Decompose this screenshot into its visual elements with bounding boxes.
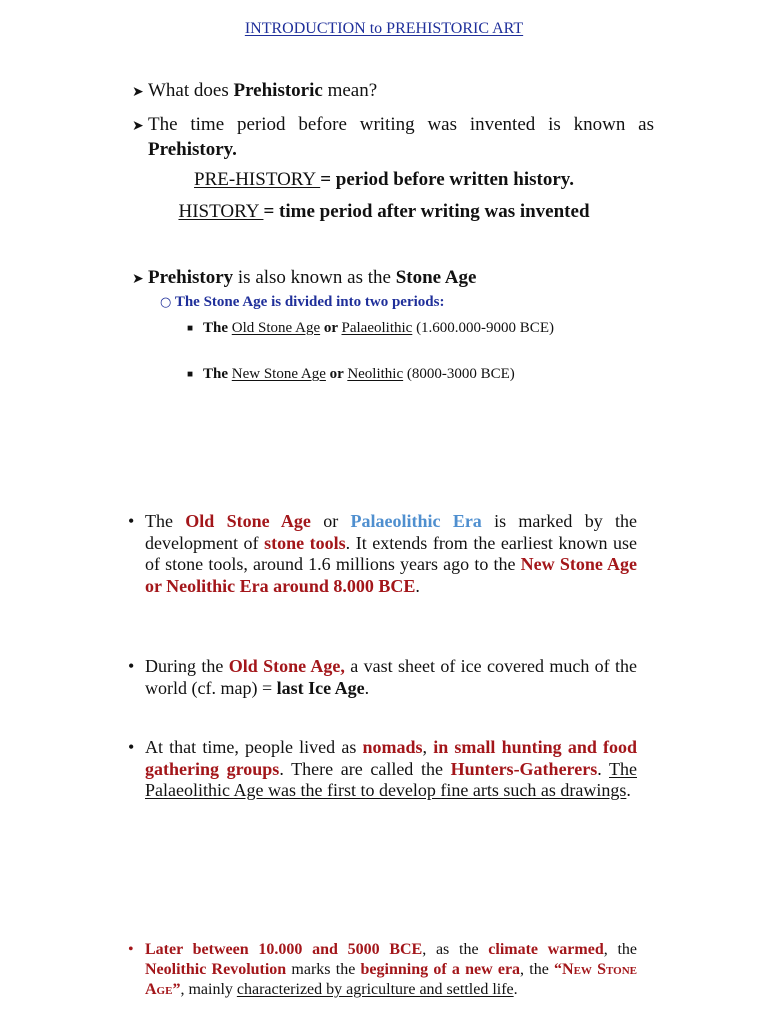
bullet-dot-icon: • <box>128 737 135 757</box>
item1-dates: (1.600.000-9000 BCE) <box>412 320 554 336</box>
p4-text-e: , mainly <box>180 981 237 998</box>
arrow-bullet-icon: ➤ <box>132 271 144 287</box>
arrow-bullet-icon: ➤ <box>132 118 144 134</box>
item1-alt: Palaeolithic <box>341 320 413 336</box>
paragraph-palaeolithic <box>128 511 638 597</box>
bullet-dot-icon: • <box>128 656 135 676</box>
p3-fine-arts: The Palaeolithic Age was the first to develop fine arts such as drawings <box>145 758 637 800</box>
p4-text-c: marks the <box>286 961 361 978</box>
p2-text-a: During the <box>145 656 229 676</box>
bullet-dot-icon: • <box>128 941 134 958</box>
question-prehistoric <box>132 79 642 104</box>
p3-text-a: At that time, people lived as <box>145 737 363 757</box>
q1-text: What does <box>148 80 234 101</box>
item1-name: Old Stone Age <box>231 320 321 336</box>
p2-last-ice-age: last Ice Age <box>276 677 365 698</box>
def2-meaning: = time period after writing was invented <box>263 201 590 222</box>
p3-hunters-gatherers: Hunters-Gatherers <box>450 758 598 779</box>
p3-text-c: . There are called the <box>279 758 451 779</box>
paragraph-ice-age <box>128 656 638 699</box>
period-new-stone-age <box>187 364 637 385</box>
p1-text-e: . <box>415 575 420 596</box>
p1-text-b: or <box>310 511 351 531</box>
statement-stone-age <box>132 266 642 291</box>
page-title: INTRODUCTION to PREHISTORIC ART <box>244 20 524 37</box>
q3-term-2: Stone Age <box>395 267 477 288</box>
p4-text-a: , as the <box>422 941 489 958</box>
square-bullet-icon: ■ <box>187 369 194 380</box>
p3-nomads: nomads <box>362 737 423 757</box>
p4-dates: Later between 10.000 and 5000 BCE <box>145 941 423 958</box>
arrow-bullet-icon: ➤ <box>132 84 144 100</box>
p4-climate: climate warmed <box>488 941 604 958</box>
p2-text-c: . <box>364 677 370 698</box>
p1-old-stone-age: Old Stone Age <box>185 511 311 531</box>
def1-term: PRE-HISTORY <box>194 169 321 190</box>
circle-bullet-icon: ○ <box>160 295 172 310</box>
p4-agriculture: characterized by agriculture and settled life <box>236 981 514 998</box>
p4-text-b: , the <box>603 941 638 958</box>
paragraph-nomads <box>128 737 638 802</box>
bullet-dot-icon: • <box>128 511 135 531</box>
p3-text-d: . <box>597 758 610 779</box>
item2-alt: Neolithic <box>347 366 404 382</box>
p4-new-stone-age: “New Stone Age” <box>145 961 638 998</box>
q1-term: Prehistoric <box>233 80 323 101</box>
item2-the: The <box>203 366 232 382</box>
def2-term: HISTORY <box>178 201 264 222</box>
q3-text: is also known as the <box>233 267 396 288</box>
q1-text-end: mean? <box>322 80 378 101</box>
sub1-text: The Stone Age is divided into two periods: <box>174 294 445 310</box>
item1-or: or <box>320 320 342 336</box>
q3-term: Prehistory <box>148 267 234 288</box>
p4-text-f: . <box>513 981 518 998</box>
p1-text-c: is marked by the development of <box>145 511 637 553</box>
p1-text-d: . It extends from the earliest known use of stone tools, around 1.6 millions years ago to the <box>145 532 638 574</box>
p3-text-b: , <box>422 737 434 757</box>
item2-dates: (8000-3000 BCE) <box>403 366 515 382</box>
p4-new-era: beginning of a new era <box>360 961 521 978</box>
p2-old-stone-age: Old Stone Age, <box>228 656 345 676</box>
definition-history <box>0 201 768 223</box>
p3-groups: in small hunting and food gathering groups <box>145 737 638 779</box>
sub-point-periods <box>160 294 444 311</box>
p1-stone-tools: stone tools <box>264 532 346 553</box>
q2-term: Prehistory. <box>148 139 237 160</box>
item2-or: or <box>325 366 348 382</box>
p1-text-a: The <box>145 511 186 531</box>
def1-meaning: = period before written history. <box>320 169 574 190</box>
paragraph-neolithic-revolution <box>128 940 638 1000</box>
item1-the: The <box>203 320 232 336</box>
p1-neolithic-era: New Stone Age or Neolithic Era around 8.000 BCE <box>145 554 637 596</box>
statement-prehistory <box>132 113 654 161</box>
p1-palaeolithic-era: Palaeolithic Era <box>350 511 482 531</box>
q2-text: The time period before writing was invented is known as <box>148 114 654 135</box>
p2-text-b: a vast sheet of ice covered much of the world (cf. map) = <box>145 656 638 698</box>
p4-revolution: Neolithic Revolution <box>145 961 287 978</box>
p3-text-e: . <box>626 780 631 800</box>
definition-prehistory <box>0 169 768 191</box>
p4-text-d: , the <box>520 961 555 978</box>
square-bullet-icon: ■ <box>187 323 194 334</box>
period-old-stone-age <box>187 318 637 339</box>
item2-name: New Stone Age <box>231 366 326 382</box>
